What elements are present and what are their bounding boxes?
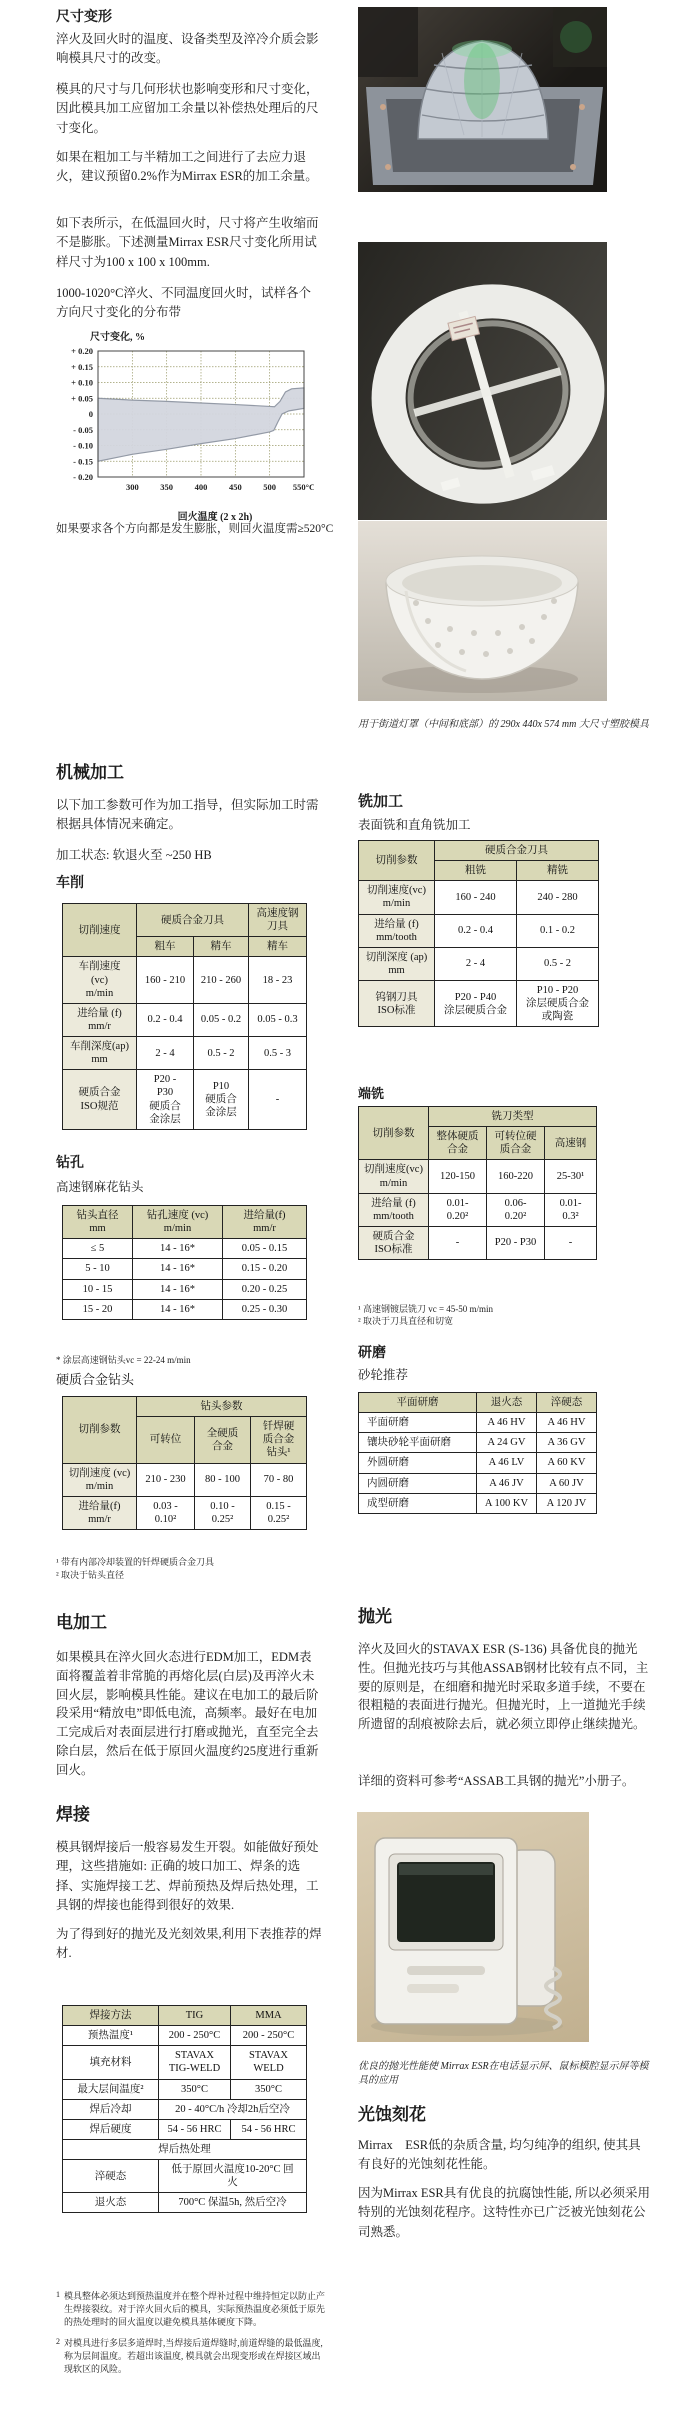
svg-text:550°C: 550°C bbox=[292, 482, 314, 492]
grinding-title: 研磨 bbox=[358, 1344, 386, 1360]
edm-body: 如果模具在淬火回火态进行EDM加工，EDM表面将覆盖着非常脆的再熔化层(白层)及再淬火未回火层，影响模具性能。建议在电加工的最后阶段采用“精放电”即低电流，高频率。最好在电加工完成后对表面层进行打磨或抛光，直至完全去除白层，然后在低于原回火温度约25度进行重新回火。 bbox=[56, 1650, 319, 1777]
machining-state: 加工状态: 软退火至 ~250 HB bbox=[56, 848, 212, 862]
phone-photo-caption: 优良的抛光性能使 Mirrax ESR在电话显示屏、鼠标模腔显示屏等模具的应用 bbox=[358, 2061, 649, 2086]
dimension-change-chart bbox=[52, 328, 332, 523]
svg-text:500: 500 bbox=[263, 482, 277, 492]
etching-paragraph-2: 因为Mirrax ESR具有优良的抗腐蚀性能, 所以必须采用特别的光蚀刻花程序。这特性亦已广泛被光蚀刻花公司熟悉。 bbox=[358, 2186, 651, 2239]
chart-plot-area bbox=[52, 345, 314, 503]
svg-text:0: 0 bbox=[88, 409, 93, 419]
milling-table: 切削参数 硬质合金刀具 粗铣 精铣 切削速度(vc) m/min 160 - 240 240 - 280 进给量 (f) mm/tooth 0.2 - 0.4 0.1 - 0.2 切削深度 (ap) mm 2 - 4 0.5 - 2 钨钢刀具 ISO标准 P20 - P40 涂层硬质合金 P10 - P20 涂层硬质合金 或陶瓷 bbox=[358, 840, 599, 1027]
plastic-bowl-photo bbox=[358, 521, 607, 701]
svg-text:300: 300 bbox=[125, 482, 139, 492]
turning-table: 切削速度 硬质合金刀具 高速度钢 刀具 粗车 精车 精车 车削速度 (vc) m/min 160 - 210 210 - 260 18 - 23 进给量 (f) mm/r 0.2 - 0.4 0.05 - 0.2 0.05 - 0.3 车削深度(ap) mm 2 - 4 0.5 - 2 0.5 - 3 硬质合金 ISO规范 P20 - P30 硬质合 金涂层 P10 硬质合 金涂层 - bbox=[62, 903, 307, 1130]
svg-text:+ 0.05: + 0.05 bbox=[71, 393, 93, 404]
welding-footnotes bbox=[56, 2290, 328, 2376]
plastic-ring-illustration bbox=[358, 242, 607, 520]
footnote-marker: 2 bbox=[56, 2337, 60, 2347]
phone-device-illustration bbox=[357, 1812, 589, 2042]
welding-paragraph-2: 为了得到好的抛光及光刻效果,利用下表推荐的焊材. bbox=[56, 1927, 322, 1961]
svg-text:- 0.10: - 0.10 bbox=[73, 440, 93, 451]
steel-mold-photo bbox=[358, 7, 607, 192]
polishing-paragraph-1: 淬火及回火的STAVAX ESR (S-136) 具备优良的抛光性。但抛光技巧与其他ASSAB钢材比较有点不同，主要的原则是，在细磨和抛光时采取多道手续，不要在很粗糙的表面进行抛光。但抛光时，上一道抛光手续所遗留的刮痕被除去后，就必须立即停止继续抛光。 bbox=[358, 1642, 649, 1731]
carbide-drill-table: 切削参数 钻头参数 可转位 全硬质 合金 钎焊硬 质合金 钻头¹ 切削速度 (vc) m/min 210 - 230 80 - 100 70 - 80 进给量(f) mm/r 0.03 - 0.10² 0.10 - 0.25² 0.15 - 0.25² bbox=[62, 1396, 307, 1530]
end-milling-footnote-1: ¹ 高速钢镀层铣刀 vc = 45-50 m/min bbox=[358, 1304, 494, 1314]
chart-xlabel: 回火温度 (2 x 2h) bbox=[177, 512, 253, 523]
machining-section-title: 机械加工 bbox=[56, 763, 124, 782]
svg-text:- 0.20: - 0.20 bbox=[73, 472, 93, 482]
dimension-note: 如果要求各个方向都是发生膨胀，则回火温度需≥520°C bbox=[56, 523, 334, 535]
grinding-subtitle: 砂轮推荐 bbox=[358, 1368, 409, 1382]
welding-table: 焊接方法 TIG MMA 预热温度¹ 200 - 250°C 200 - 250°C 填充材料 STAVAX TIG-WELD STAVAX WELD 最大层间温度² 350°C 350°C 焊后冷却 20 - 40°C/h 冷却2h后空冷 焊后硬度 54 - 56 HRC 54 - 56 HRC 焊后热处理 淬硬态 低于原回火温度10-20°C 回 火 退火态 700°C 保温5h, 然后空冷 bbox=[62, 2005, 307, 2213]
drilling-title: 钻孔 bbox=[56, 1154, 84, 1170]
polishing-section-title: 抛光 bbox=[358, 1607, 392, 1626]
svg-text:400: 400 bbox=[194, 482, 208, 492]
etching-paragraph-1: Mirrax ESR低的杂质含量, 均匀纯净的组织, 使其具有良好的光蚀刻花性能。 bbox=[358, 2138, 641, 2172]
drilling-footnote: * 涂层高速钢钻头vc = 22-24 m/min bbox=[56, 1355, 191, 1365]
edm-section-title: 电加工 bbox=[56, 1613, 107, 1632]
svg-text:+ 0.15: + 0.15 bbox=[71, 361, 93, 372]
footnote-marker: 1 bbox=[56, 2290, 60, 2299]
welding-footnote-2 bbox=[56, 2337, 328, 2376]
chart-ylabel: 尺寸变化, % bbox=[90, 332, 145, 343]
svg-text:350: 350 bbox=[160, 482, 174, 492]
footnote-text: 对模具进行多层多道焊时,当焊接后道焊缝时,前道焊缝的最低温度,称为层间温度。若超出该温度, 模具就会出现变形或在焊接区域出现软区的风险。 bbox=[64, 2338, 323, 2375]
machining-intro: 以下加工参数可作为加工指导，但实际加工时需根据具体情况来确定。 bbox=[56, 798, 319, 832]
carbide-drill-footnote-1: ¹ 带有内部冷却装置的钎焊硬质合金刀具 bbox=[56, 1557, 214, 1567]
dimension-paragraph-4: 如下表所示，在低温回火时，尺寸将产生收缩而不是膨胀。下述测量Mirrax ESR尺寸变化所用试样尺寸为100 x 100 x 100mm. bbox=[56, 216, 319, 269]
drilling-table: 钻头直径 mm 钻孔速度 (vc) m/min 进给量(f) mm/r ≤ 5 14 - 16* 0.05 - 0.15 5 - 10 14 - 16* 0.15 - 0.20 10 - 15 14 - 16* 0.20 - 0.25 15 - 20 14 - 16* 0.25 - 0.30 bbox=[62, 1205, 307, 1320]
bowl-photo-caption: 用于街道灯罩（中间和底部）的 290x 440x 574 mm 大尺寸塑胶模具 bbox=[358, 719, 649, 730]
carbide-drill-footnote-2: ² 取决于钻头直径 bbox=[56, 1570, 124, 1581]
dimension-paragraph-2: 模具的尺寸与几何形状也影响变形和尺寸变化，因此模具加工应留加工余量以补偿热处理后的尺寸变化。 bbox=[56, 82, 319, 135]
dimension-paragraph-3: 如果在粗加工与半精加工之间进行了去应力退火，建议预留0.2%作为Mirrax ESR的加工余量。 bbox=[56, 150, 318, 184]
end-milling-table: 切削参数 铣刀类型 整体硬质 合金 可转位硬 质合金 高速钢 切削速度(vc) m/min 120-150 160-220 25-30¹ 进给量 (f) mm/tooth 0.01- 0.20² 0.06- 0.20² 0.01- 0.3² 硬质合金 ISO标准 - P20 - P30 - bbox=[358, 1106, 597, 1260]
carbide-drill-footnotes bbox=[56, 1556, 324, 1582]
dimension-paragraph-1: 淬火及回火时的温度、设备类型及淬冷介质会影响模具尺寸的改变。 bbox=[56, 32, 319, 66]
etching-section-title: 光蚀刻花 bbox=[358, 2105, 426, 2124]
plastic-ring-photo bbox=[358, 242, 607, 520]
carbide-drill-title: 硬质合金钻头 bbox=[56, 1372, 135, 1387]
grinding-table: 平面研磨 退火态 淬硬态 平面研磨 A 46 HV A 46 HV 镶块砂轮平面研磨 A 24 GV A 36 GV 外圆研磨 A 46 LV A 60 KV 内圆研磨 A 46 JV A 60 JV 成型研磨 A 100 KV A 120 JV bbox=[358, 1392, 597, 1514]
welding-section-title: 焊接 bbox=[56, 1805, 90, 1824]
end-milling-footnotes bbox=[358, 1304, 650, 1327]
svg-text:- 0.15: - 0.15 bbox=[73, 456, 93, 467]
welding-footnote-1 bbox=[56, 2290, 328, 2329]
dimension-paragraph-5: 1000-1020°C淬火、不同温度回火时，试样各个方向尺寸变化的分布带 bbox=[56, 286, 311, 320]
svg-text:- 0.05: - 0.05 bbox=[73, 424, 93, 435]
svg-text:+ 0.10: + 0.10 bbox=[71, 377, 93, 388]
milling-section-title: 铣加工 bbox=[358, 793, 404, 810]
steel-mold-illustration bbox=[358, 7, 607, 192]
end-milling-title: 端铣 bbox=[358, 1086, 385, 1101]
polishing-paragraph-2: 详细的资料可参考“ASSAB工具钢的抛光”小册子。 bbox=[358, 1774, 635, 1788]
svg-text:+ 0.20: + 0.20 bbox=[71, 346, 93, 356]
svg-text:450: 450 bbox=[228, 482, 242, 492]
plastic-bowl-illustration bbox=[358, 521, 607, 701]
welding-paragraph-1: 模具钢焊接后一般容易发生开裂。如能做好预处理，这些措施如: 正确的坡口加工、焊条的选择、实施焊接工艺、焊前预热及焊后热处理，工具钢的焊接也能得到很好的效果. bbox=[56, 1840, 319, 1913]
turning-title: 车削 bbox=[56, 874, 84, 890]
footnote-text: 模具整体必须达到预热温度并在整个焊补过程中维持恒定以防止产生焊接裂纹。对于淬火回火后的模具，实际预热温度必须低于原先的热处理时的回火温度以避免模具基体硬度下降。 bbox=[64, 2291, 326, 2328]
end-milling-footnote-2: ² 取决于刀具直径和切宽 bbox=[358, 1315, 453, 1326]
milling-subtitle: 表面铣和直角铣加工 bbox=[358, 818, 471, 832]
phone-device-photo bbox=[357, 1812, 589, 2042]
dimension-section-title: 尺寸变形 bbox=[56, 8, 112, 24]
drilling-subtitle: 高速钢麻花钻头 bbox=[56, 1180, 144, 1194]
